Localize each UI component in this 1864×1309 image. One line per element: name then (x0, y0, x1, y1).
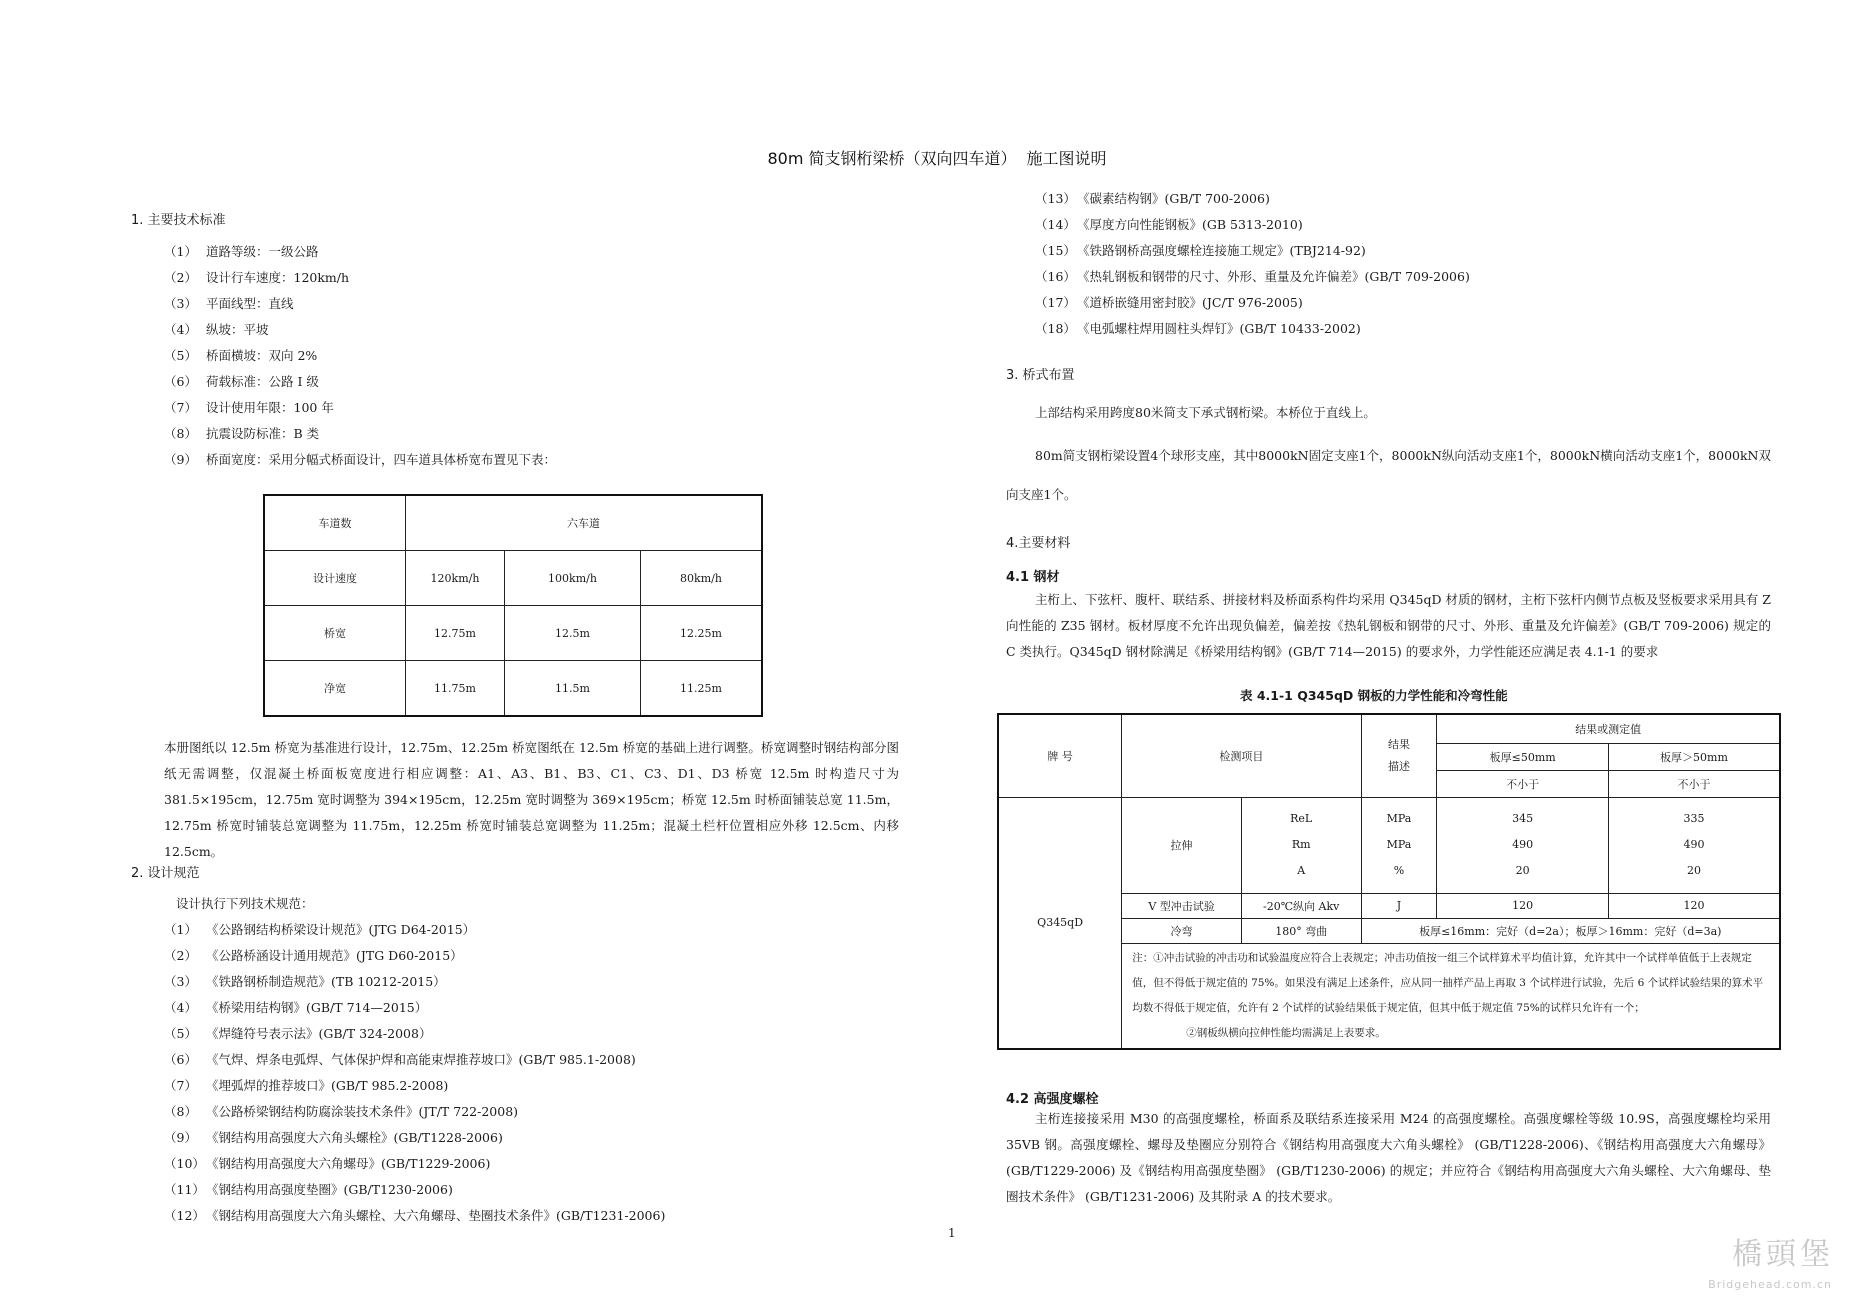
section-3-heading: 3. 桥式布置 (1006, 368, 1075, 383)
width-adjustment-paragraph: 本册图纸以 12.5m 桥宽为基准进行设计，12.75m、12.25m 桥宽图纸在 12.5m 桥宽的基础上进行调整。桥宽调整时钢结构部分图纸无需调整，仅混凝土桥面板宽度进行相应调整：A1、A3、B1、B3、C1、C3、D1、D3 桥宽 12.5m 时构造尺寸为 381.5×195cm，12.75m 宽时调整为 394×195cm，12.25m 宽时调整为 369×195cm；桥宽 12.5m 时桥面铺装总宽 11.5m，12.75m 桥宽时铺装总宽调整为 11.75m，12.25m 桥宽时铺装总宽调整为 11.25m；混凝土栏杆位置相应外移 12.5cm、内移 12.5cm。 (164, 740, 899, 859)
subsection-4-2-heading: 4.2 高强度螺栓 (1006, 1092, 1099, 1107)
table-cell: 结果 描述 (1361, 714, 1437, 797)
list-item: （4） 纵坡：平坡 (164, 322, 269, 337)
list-item: （18）《电弧螺柱焊用圆柱头焊钉》(GB/T 10433-2002) (1035, 321, 1361, 336)
list-item: （8） 抗震设防标准：B 类 (164, 426, 320, 441)
list-item: （1） 《公路钢结构桥梁设计规范》(JTG D64-2015） (164, 922, 476, 937)
list-item: （8） 《公路桥梁钢结构防腐涂装技术条件》(JT/T 722-2008) (164, 1104, 519, 1119)
table-cell: 12.25m (641, 606, 763, 661)
table-cell: 不小于 (1608, 770, 1780, 797)
table-cell: 11.75m (406, 661, 505, 717)
table-cell: 335 490 20 (1608, 797, 1780, 893)
table-cell: MPa MPa % (1361, 797, 1437, 893)
list-item: （13）《碳素结构钢》(GB/T 700-2006) (1035, 191, 1270, 206)
table-cell: 净宽 (264, 661, 406, 717)
list-item: （14）《厚度方向性能钢板》(GB 5313-2010) (1035, 217, 1303, 232)
list-item: （11）《钢结构用高强度垫圈》(GB/T1230-2006) (164, 1182, 453, 1197)
section-4-heading: 4.主要材料 (1006, 536, 1071, 551)
table-cell: 冷弯 (1122, 918, 1242, 943)
page-number: 1 (948, 1226, 956, 1240)
table-cell: 板厚≤50mm (1437, 743, 1609, 770)
watermark-url: Bridgehead.com.cn (1708, 1278, 1832, 1291)
table-cell: 345 490 20 (1437, 797, 1609, 893)
table-cell: 120 (1608, 893, 1780, 918)
list-item: （7） 设计使用年限：100 年 (164, 400, 334, 415)
list-item: （4） 《桥梁用结构钢》(GB/T 714—2015） (164, 1000, 428, 1015)
table-note: 注：①冲击试验的冲击功和试验温度应符合上表规定；冲击功值按一组三个试样算术平均值计算，允许其中一个试样单值低于上表规定值，但不得低于规定值的 75%。如果没有满足上述条件，应从同一抽样产品上再取 3 个试样进行试验，先后 6 个试样试验结果的算术平均数不得低于规定值，允许有 2 个试样的试验结果低于规定值，但其中低于规定值 75%的试样只允许有一个； ②钢板纵横向拉伸性能均需满足上表要求。 (1122, 943, 1780, 1049)
table-cell: 11.25m (641, 661, 763, 717)
table-cell: 80km/h (641, 551, 763, 606)
table-cell: 板厚≤16mm：完好（d=2a）；板厚＞16mm：完好（d=3a) (1361, 918, 1780, 943)
list-item: （10）《钢结构用高强度大六角螺母》(GB/T1229-2006) (164, 1156, 491, 1171)
watermark-logo: 橋頭堡 (1732, 1237, 1834, 1272)
list-item: （5） 桥面横坡：双向 2% (164, 348, 318, 363)
list-item: （2） 《公路桥涵设计通用规范》(JTG D60-2015） (164, 948, 463, 963)
list-item: （6） 《气焊、焊条电弧焊、气体保护焊和高能束焊推荐坡口》(GB/T 985.1-2008) (164, 1052, 636, 1067)
table-cell: 六车道 (406, 495, 763, 551)
list-item: （12）《钢结构用高强度大六角头螺栓、大六角螺母、垫圈技术条件》(GB/T1231-2006) (164, 1208, 666, 1223)
bridge-width-table (263, 494, 763, 717)
table-cell: 12.75m (406, 606, 505, 661)
table-cell: V 型冲击试验 (1122, 893, 1242, 918)
table-cell: -20℃纵向 Akv (1241, 893, 1361, 918)
document-title (0, 146, 1864, 169)
table-cell: 板厚＞50mm (1608, 743, 1780, 770)
table-cell: J (1361, 893, 1437, 918)
list-item: （17）《道桥嵌缝用密封胶》(JC/T 976-2005) (1035, 295, 1303, 310)
title-sub: 施工图说明 (1026, 149, 1107, 168)
table-cell: 180° 弯曲 (1241, 918, 1361, 943)
list-item: （3） 平面线型：直线 (164, 296, 294, 311)
table-cell: 不小于 (1437, 770, 1609, 797)
steel-properties-table (997, 713, 1781, 1050)
specs-intro: 设计执行下列技术规范： (176, 896, 314, 911)
list-item: （7） 《埋弧焊的推荐坡口》(GB/T 985.2-2008) (164, 1078, 449, 1093)
list-item: （2） 设计行车速度：120km/h (164, 270, 350, 285)
list-item: （3） 《铁路钢桥制造规范》(TB 10212-2015） (164, 974, 446, 989)
table-cell: 设计速度 (264, 551, 406, 606)
title-main: 80m 简支钢桁梁桥（双向四车道） (767, 149, 1017, 168)
subsection-4-1-heading: 4.1 钢材 (1006, 570, 1060, 585)
table-caption: 表 4.1-1 Q345qD 钢板的力学性能和冷弯性能 (1240, 688, 1508, 703)
table-cell: 100km/h (505, 551, 641, 606)
table-cell: 桥宽 (264, 606, 406, 661)
list-item: （5） 《焊缝符号表示法》(GB/T 324-2008） (164, 1026, 432, 1041)
bolt-paragraph: 主桁连接接采用 M30 的高强度螺栓，桥面系及联结系连接采用 M24 的高强度螺栓。高强度螺栓等级 10.9S，高强度螺栓均采用 35VB 钢。高强度螺栓、螺母及垫圈应分别符合《钢结构用高强度大六角头螺栓》 (GB/T1228-2006)、《钢结构用高强度大六角螺母》(GB/T1229-2006) 及《钢结构用高强度垫圈》 (GB/T1230-2006) 的规定；并应符合《钢结构用高强度大六角头螺栓、大六角螺母、垫圈技术条件》 (GB/T1231-2006) 及其附录 A 的技术要求。 (1006, 1111, 1771, 1204)
table-cell: 拉伸 (1122, 797, 1242, 893)
list-item: （9） 《钢结构用高强度大六角头螺栓》(GB/T1228-2006) (164, 1130, 503, 1145)
layout-paragraph-2: 80m简支钢桁梁设置4个球形支座，其中8000kN固定支座1个，8000kN纵向活动支座1个，8000kN横向活动支座1个，8000kN双向支座1个。 (1006, 448, 1771, 502)
table-cell: 120km/h (406, 551, 505, 606)
table-cell: 结果或测定值 (1437, 714, 1780, 743)
section-1-heading: 1. 主要技术标准 (131, 213, 226, 228)
section-2-heading: 2. 设计规范 (131, 866, 200, 881)
table-cell: 11.5m (505, 661, 641, 717)
list-item: （9） 桥面宽度：采用分幅式桥面设计，四车道具体桥宽布置见下表： (164, 452, 557, 467)
table-cell: 车道数 (264, 495, 406, 551)
table-cell: 牌 号 (998, 714, 1122, 797)
table-cell: ReL Rm A (1241, 797, 1361, 893)
steel-paragraph: 主桁上、下弦杆、腹杆、联结系、拼接材料及桥面系构件均采用 Q345qD 材质的钢材，主桁下弦杆内侧节点板及竖板要求采用具有 Z 向性能的 Z35 钢材。板材厚度不允许出现负偏差，偏差按《热轧钢板和钢带的尺寸、外形、重量及允许偏差》(GB/T 709-2006) 规定的 C 类执行。Q345qD 钢材除满足《桥梁用结构钢》(GB/T 714—2015) 的要求外，力学性能还应满足表 4.1-1 的要求 (1006, 592, 1771, 659)
table-cell: 120 (1437, 893, 1609, 918)
list-item: （16）《热轧钢板和钢带的尺寸、外形、重量及允许偏差》(GB/T 709-2006) (1035, 269, 1470, 284)
list-item: （15）《铁路钢桥高强度螺栓连接施工规定》(TBJ214-92) (1035, 243, 1366, 258)
table-cell: 检测项目 (1122, 714, 1361, 797)
layout-paragraph-1: 上部结构采用跨度80米简支下承式钢桁梁。本桥位于直线上。 (1035, 405, 1376, 420)
table-cell: 12.5m (505, 606, 641, 661)
list-item: （1） 道路等级：一级公路 (164, 244, 319, 259)
table-cell: Q345qD (998, 797, 1122, 1049)
list-item: （6） 荷载标准：公路 I 级 (164, 374, 319, 389)
